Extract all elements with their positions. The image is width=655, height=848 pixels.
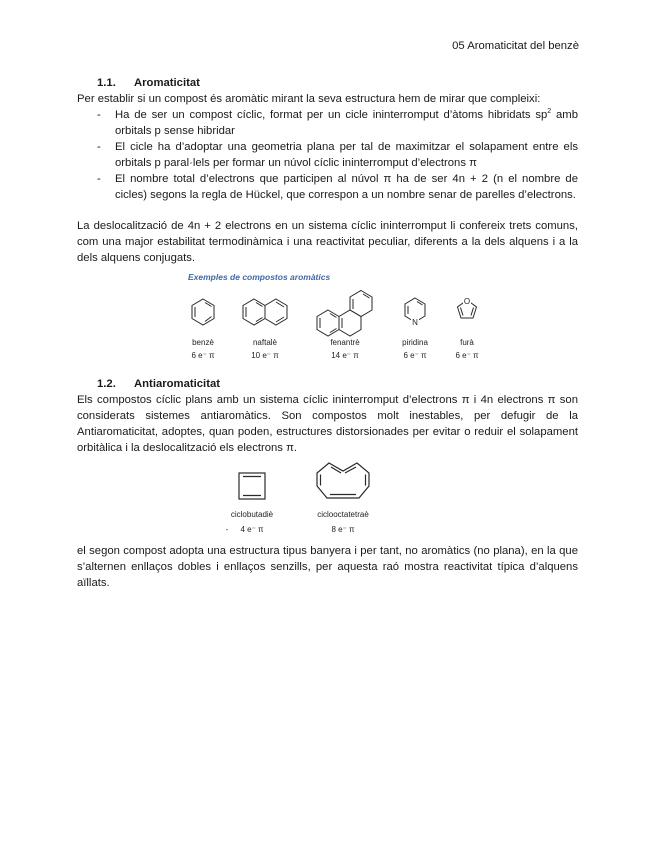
- list-item: - El cicle ha d’adoptar una geometria plana per tal de maximitzar el solapament entre els orbitals p paral·lels per formar un núvol cíclic ininterromput d’electrons π: [97, 139, 578, 171]
- compound-name: furà: [460, 338, 474, 347]
- criteria-list: [77, 107, 578, 203]
- compound-name: naftalè: [252, 338, 278, 347]
- stray-dash: -: [225, 525, 229, 534]
- compound-name: ciclobutadiè: [230, 510, 274, 519]
- cyclooctatetraene-structure: [317, 463, 369, 498]
- cyclobutadiene-structure: [239, 473, 265, 499]
- delocalization-paragraph: La deslocalització de 4n + 2 electrons en un sistema cíclic ininterromput li confereix trets comuns, com una major estabilitat termodinàmica i una reactivitat peculiar, diferents a la dels alquens i a la dels alquens conjugats.: [77, 220, 578, 264]
- electron-count: 10 e⁻ π: [251, 351, 279, 360]
- naphthalene-structure: [243, 299, 287, 325]
- list-item: - El nombre total d’electrons que participen al núvol π ha de ser 4n + 2 (n el nombre de cicles) segons la regla de Hückel, que correspon a un nombre senar de parelles d’electrons.: [97, 171, 578, 203]
- section-number: 1.1.: [97, 77, 116, 89]
- figure-title: Exemples de compostos aromàtics: [188, 272, 331, 282]
- section-heading-antiaromaticitat: [77, 376, 578, 392]
- compound-name: benzè: [192, 338, 214, 347]
- electron-count: 14 e⁻ π: [331, 351, 359, 360]
- phenanthrene-structure: [317, 291, 372, 337]
- closing-paragraph: el segon compost adopta una estructura tipus banyera i per tant, no aromàtics (no plana), en la que s’alternen enllaços dobles i enllaços senzills, per aquesta raó mostra reactivitat típica d’alquens aïllats.: [77, 545, 578, 589]
- intro-paragraph: Per establir si un compost és aromàtic mirant la seva estructura hem de mirar que compleixi:: [77, 93, 541, 105]
- nitrogen-atom-label: N: [412, 318, 418, 327]
- aromatic-examples-figure: [77, 266, 578, 374]
- electron-count: 6 e⁻ π: [403, 351, 427, 360]
- section-title: Antiaromaticitat: [134, 378, 220, 390]
- section-number: 1.2.: [97, 378, 116, 390]
- list-item: - Ha de ser un compost cíclic, format per un cicle ininterromput d’àtoms hibridats $sp^2$ amb orbitals p sense hibridar: [97, 107, 578, 139]
- electron-count: 8 e⁻ π: [331, 525, 355, 534]
- compound-name: piridina: [402, 338, 428, 347]
- section-title: Aromaticitat: [134, 77, 200, 89]
- oxygen-atom-label: O: [463, 297, 471, 306]
- compound-name: fenantrè: [330, 338, 360, 347]
- document-body: [77, 75, 578, 591]
- electron-count: 6 e⁻ π: [455, 351, 479, 360]
- electron-count: 4 e⁻ π: [240, 525, 264, 534]
- section-heading-aromaticitat: [77, 75, 578, 91]
- electron-count: 6 e⁻ π: [191, 351, 215, 360]
- compound-name: ciclooctatetraè: [317, 510, 369, 519]
- page-header: 05 Aromaticitat del benzè: [452, 40, 579, 52]
- antiaromaticity-paragraph: Els compostos cíclic plans amb un sistema cíclic ininterromput d’electrons π i 4n electrons π son considerats sistemes antiaromàtics. Son compostos molt inestables, per defugir de la Antiaromaticitat, adoptes, quan poden, estructures distorsionades per evitar o reduir el solapament orbitàlica i la deslocalització els electrons π.: [77, 394, 578, 454]
- antiaromatic-examples-figure: [77, 456, 578, 543]
- benzene-structure: [192, 299, 214, 325]
